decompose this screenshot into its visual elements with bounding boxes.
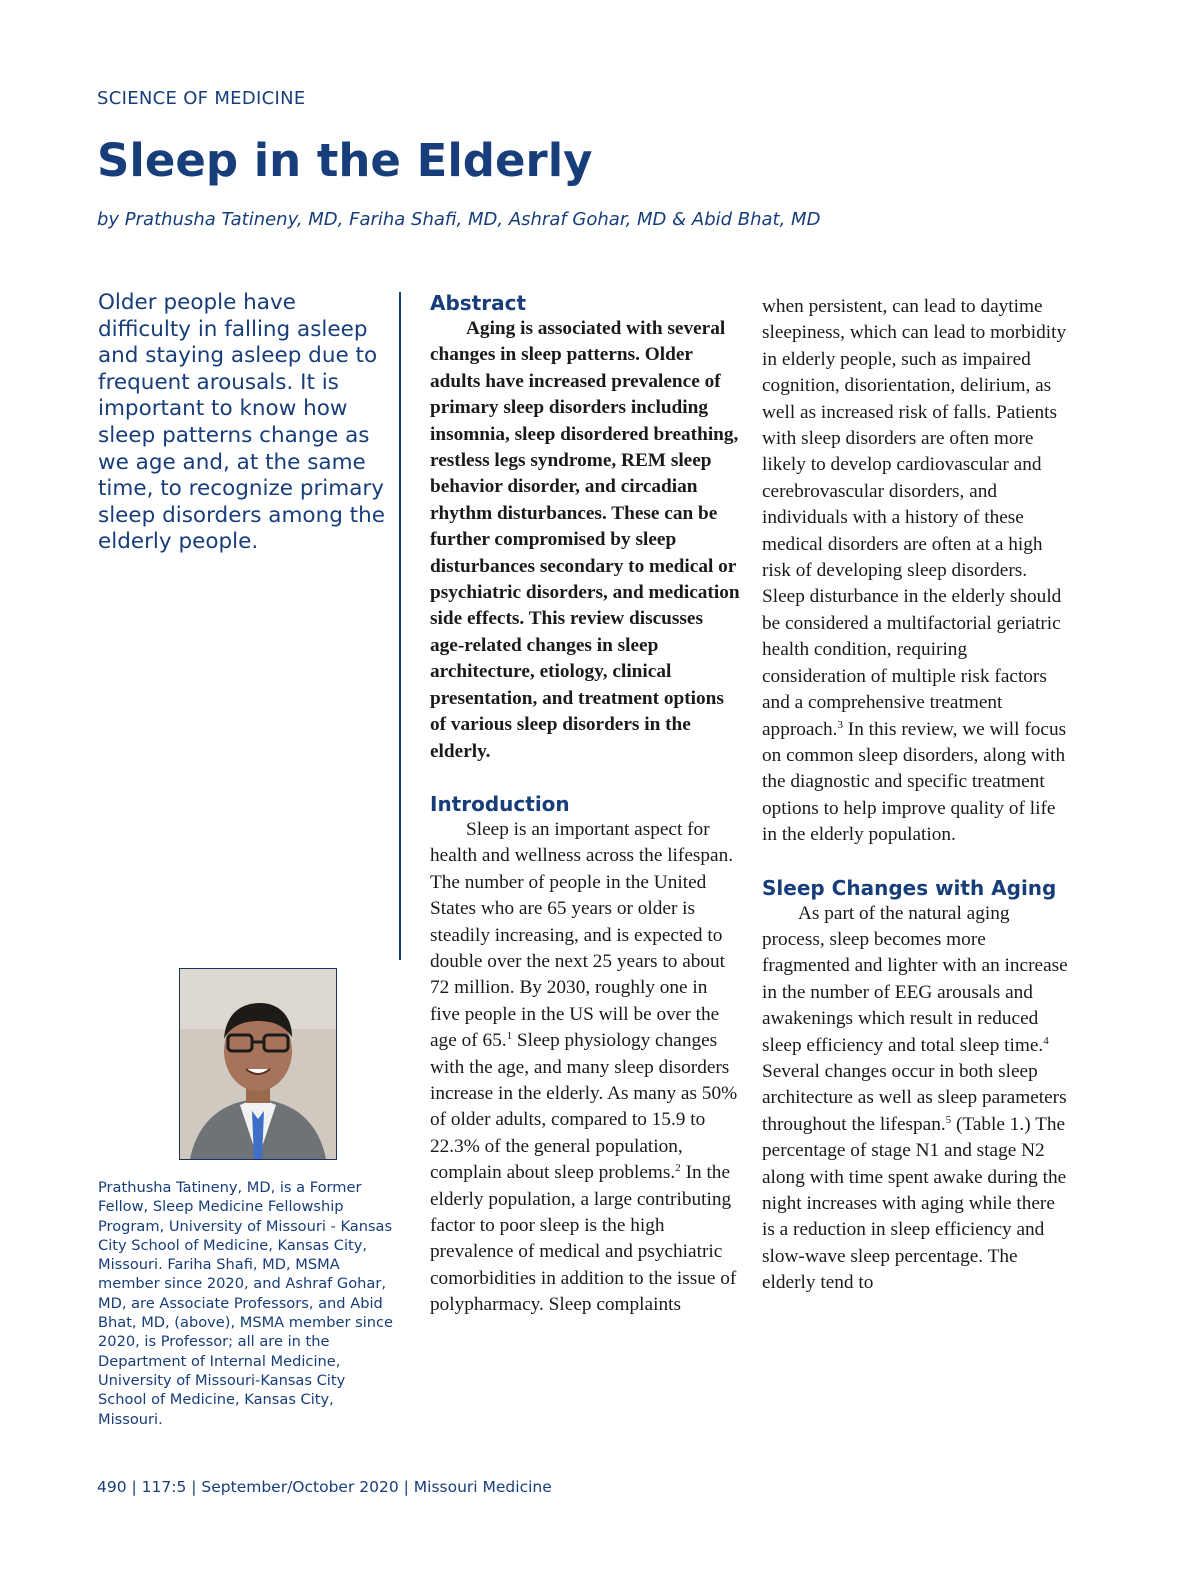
intro-continued-part2: In this review, we will focus on common sleep disorders, along with the diagnostic and specific treatment options to help improve quality of life in the elderly population. [762,718,1067,846]
sleep-changes-part1: As part of the natural aging process, sleep becomes more fragmented and lighter with an increase in the number of EEG arousals and awakenings which result in reduced sleep efficiency and total sleep time. [762,902,1068,1056]
intro-continued-part1: when persistent, can lead to daytime sleepiness, which can lead to morbidity in elderly people, such as impaired cognition, disorientation, delirium, as well as increased risk of falls. Patients with sleep disorders are often more likely to develop cardiovascular and cerebrovascular disorders, and individuals with a history of these medical disorders are often at a high risk of developing sleep disorders. Sleep disturbance in the elderly should be considered a multifactorial geriatric health condition, requiring consideration of multiple risk factors and a comprehensive treatment approach. [762,296,1067,740]
abstract-text: Aging is associated with several changes in sleep patterns. Older adults have increased prevalence of primary sleep disorders including insomnia, sleep disordered breathing, restless legs syndrome, REM sleep behavior disorder, and circadian rhythm disturbances. These can be further compromised by sleep disturbances secondary to medical or psychiatric disorders, and medication side effects. This review discusses age-related changes in sleep architecture, etiology, clinical presentation, and treatment options of various sleep disorders in the elderly. [430,318,740,762]
reference-4: 4 [1043,1034,1049,1047]
intro-text-part3: In the elderly population, a large contributing factor to poor sleep is the high prevalence of medical and psychiatric comorbidities in addition to the issue of polypharmacy. Sleep complaints [430,1162,737,1316]
author-byline: by Prathusha Tatineny, MD, Fariha Shafi, MD, Ashraf Gohar, MD & Abid Bhat, MD [97,209,821,230]
section-label: SCIENCE OF MEDICINE [97,88,306,109]
sleep-changes-part2: Several changes occur in both sleep architecture as well as sleep parameters throughout the lifespan. [762,1060,1067,1135]
abstract-heading: Abstract [430,291,527,315]
author-bio: Prathusha Tatineny, MD, is a Former Fellow, Sleep Medicine Fellowship Program, University of Missouri - Kansas City School of Medicine, Kansas City, Missouri. Fariha Shafi, MD, MSMA member since 2020, and Ashraf Gohar, MD, are Associate Professors, and Abid Bhat, MD, (above), MSMA member since 2020, is Professor; all are in the Department of Internal Medicine, University of Missouri-Kansas City School of Medicine, Kansas City, Missouri. [98,1179,393,1428]
introduction-heading: Introduction [430,791,570,816]
introduction-continued [762,294,1072,849]
page-footer: 490 | 117:5 | September/October 2020 | Missouri Medicine [97,1478,552,1496]
introduction-paragraph [430,817,740,1319]
reference-1: 1 [506,1030,513,1043]
column-divider [399,292,401,960]
reference-5: 5 [945,1113,952,1126]
sleep-changes-heading: Sleep Changes with Aging [762,875,1057,900]
intro-text-part2: Sleep physiology changes with the age, and many sleep disorders increase in the elderly. As many as 50% of older adults, compared to 15.9 to 22.3% of the general population, complain about sleep problems. [430,1030,738,1184]
intro-text-part1: Sleep is an important aspect for health and wellness across the lifespan. The number of people in the United States who are 65 years or older is steadily increasing, and is expected to double over the next 25 years to about 72 million. By 2030, roughly one in five people in the US will be over the age of 65. [430,818,734,1052]
author-portrait-image [180,969,336,1159]
author-photo [179,968,337,1160]
article-column-right [762,294,1072,1297]
pull-quote: Older people have difficulty in falling asleep and staying asleep due to frequent arousals. It is important to know how sleep patterns change as we age and, at the same time, to recognize primary sleep disorders among the elderly people. [98,290,385,555]
sleep-changes-part3: (Table 1.) The percentage of stage N1 and stage N2 along with time spent awake during the night increases with aging while there is a reduction in sleep efficiency and slow-wave sleep percentage. The elderly tend to [762,1113,1067,1294]
article-title: Sleep in the Elderly [97,134,593,187]
sleep-changes-paragraph [762,901,1072,1297]
article-column-middle [430,290,740,1319]
reference-2: 2 [675,1162,681,1175]
reference-3: 3 [837,718,843,731]
